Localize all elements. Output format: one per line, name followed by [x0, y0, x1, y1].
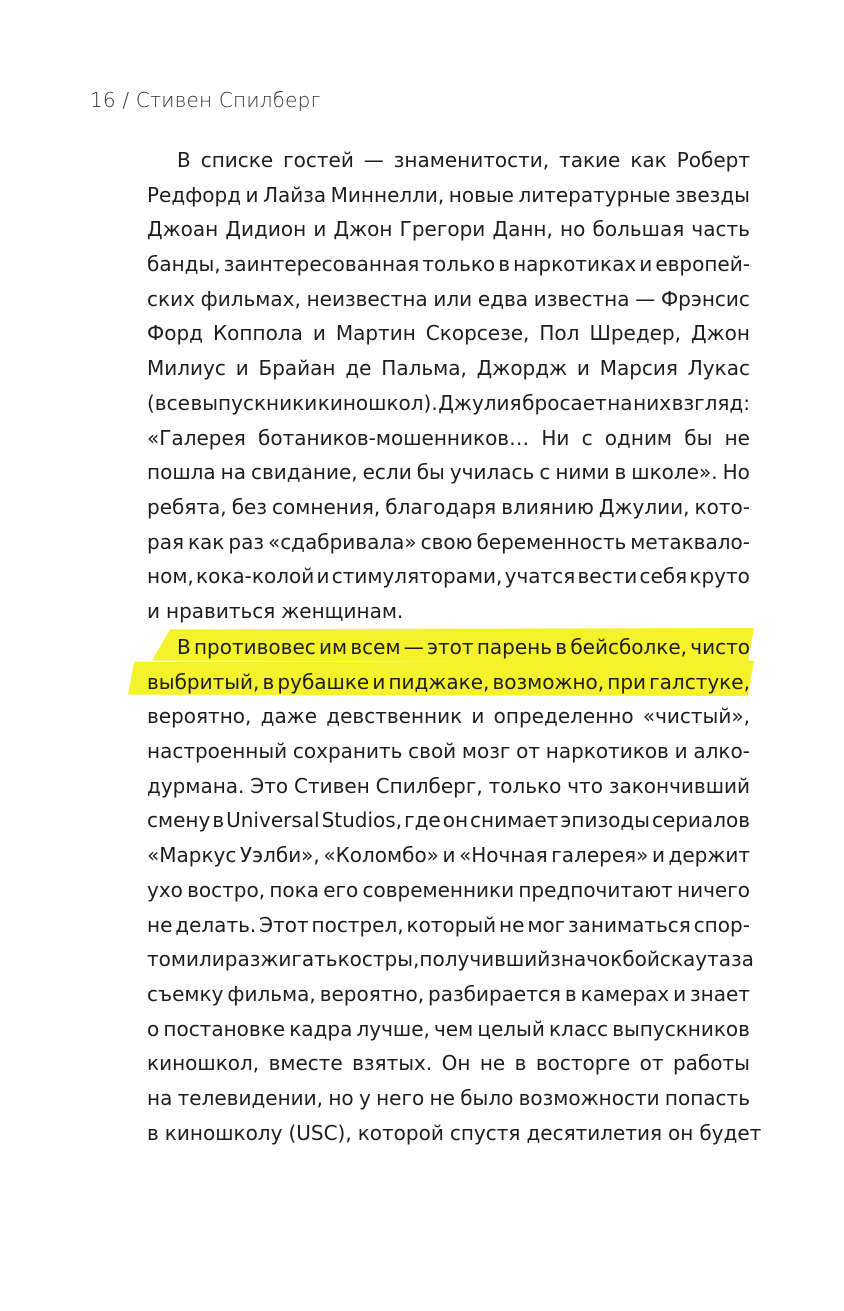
word: беременность — [476, 529, 627, 554]
word: Джордж — [476, 356, 568, 381]
word: спустя — [449, 1120, 521, 1145]
text-line — [147, 525, 750, 560]
word: училась — [449, 460, 535, 485]
word: пострел, — [311, 912, 404, 937]
running-header: 16 / Стивен Спилберг — [90, 88, 321, 112]
text-line — [147, 1046, 750, 1081]
word: него — [376, 1085, 425, 1110]
word: не — [429, 1085, 455, 1110]
text-line — [147, 421, 750, 456]
word: но — [328, 1085, 354, 1110]
word: современники — [362, 877, 515, 902]
word: свою — [420, 529, 473, 554]
word: вести — [577, 564, 638, 589]
word: настроенный — [147, 739, 288, 764]
word: стимуляторами, — [331, 564, 503, 589]
word: литературные — [518, 182, 671, 207]
word: разбирается — [428, 981, 561, 1006]
word: том — [147, 947, 186, 972]
word: с — [581, 425, 593, 450]
word: от — [516, 739, 541, 764]
word: и — [372, 669, 386, 694]
word: Джон — [333, 217, 393, 242]
word: галерея» — [551, 843, 649, 868]
word: он — [668, 1120, 694, 1145]
word: часть — [691, 217, 750, 242]
word: в — [514, 1051, 527, 1076]
word: ухо — [147, 877, 183, 902]
word: Марсия — [599, 356, 678, 381]
word: пиджаке, — [388, 669, 490, 694]
word: киношколу — [164, 1120, 283, 1145]
word: восторге — [535, 1051, 631, 1076]
word: смену — [147, 808, 211, 833]
word: рая — [147, 529, 184, 554]
word: ном, — [147, 564, 194, 589]
word: В — [177, 148, 191, 172]
word: киношкол, — [147, 1051, 260, 1076]
word: парень — [476, 635, 553, 659]
word: только — [488, 773, 562, 798]
word: спор- — [693, 912, 750, 937]
word: Редфорд — [147, 182, 242, 207]
word: закончивший — [608, 773, 750, 798]
text-line — [147, 594, 750, 629]
word: всем — [350, 635, 401, 659]
word: лучше, — [356, 1016, 430, 1041]
word: Спилберг, — [375, 773, 483, 798]
word: киношкол). — [317, 390, 438, 415]
word: де — [345, 356, 372, 381]
word: как — [187, 529, 225, 554]
word: за — [731, 947, 754, 972]
word: попасть — [664, 1085, 750, 1110]
text-line — [147, 178, 750, 213]
word: наркотиков — [545, 739, 669, 764]
word: или — [433, 286, 473, 311]
word: заинтересованная — [223, 252, 420, 277]
word: в — [555, 635, 568, 659]
word: Фрэнсис — [660, 286, 750, 311]
word: Джулия — [438, 390, 522, 415]
word: на — [147, 1085, 173, 1110]
word: Данн, — [492, 217, 553, 242]
text-line — [147, 908, 750, 943]
word: или — [185, 947, 225, 972]
word: он — [442, 808, 469, 833]
word: на — [607, 390, 633, 415]
word: выбритый, — [147, 669, 260, 694]
word: Роберт — [676, 148, 750, 172]
word: Universal — [226, 808, 320, 833]
word: заниматься — [568, 912, 691, 937]
word: определенно — [493, 704, 634, 729]
word: Скорсезе, — [425, 321, 530, 346]
text-line — [147, 977, 750, 1012]
paragraph-2 — [147, 630, 762, 1150]
word: востро, — [187, 877, 266, 902]
word: Мартин — [335, 321, 416, 346]
word: ними — [555, 460, 610, 485]
word: и — [673, 981, 687, 1006]
word: и — [674, 739, 688, 764]
word: камерах — [580, 981, 670, 1006]
word: взятых. — [352, 1051, 433, 1076]
word: едва — [477, 286, 529, 311]
word: банды, — [147, 252, 221, 277]
word: взгляд: — [671, 390, 750, 415]
word: Брайан — [258, 356, 336, 381]
text-line — [147, 316, 750, 351]
word: — — [363, 148, 384, 172]
text-line — [147, 1012, 750, 1047]
word: Лукас — [687, 356, 750, 381]
word: Джулии, — [598, 494, 690, 519]
word: знаменитости, — [393, 148, 550, 172]
word: (все — [147, 390, 190, 415]
text-line — [147, 699, 750, 734]
word: В — [177, 635, 191, 659]
word: выпускники — [190, 390, 318, 415]
word: и — [316, 564, 330, 589]
word: сохранить — [292, 739, 403, 764]
word: Дидион — [225, 217, 307, 242]
text-line — [147, 1116, 762, 1151]
text-line — [147, 559, 750, 594]
word: и — [576, 356, 590, 381]
word: и — [442, 843, 456, 868]
word: круто — [689, 564, 750, 589]
word: и — [312, 321, 326, 346]
word: метаквало- — [630, 529, 750, 554]
word: только — [422, 252, 496, 277]
word: «Маркус — [147, 843, 237, 868]
word: ских — [147, 286, 195, 311]
word: не — [479, 1051, 506, 1076]
word: Стивен — [294, 773, 370, 798]
word: вероятно, — [147, 704, 252, 729]
word: даже — [260, 704, 318, 729]
word: держит — [668, 843, 750, 868]
word: где — [404, 808, 441, 833]
text-line — [147, 490, 750, 525]
word: Пальма, — [381, 356, 467, 381]
text-line — [147, 873, 750, 908]
word: «сдабривала» — [267, 529, 417, 554]
word: галстуке, — [649, 669, 750, 694]
word: — — [635, 286, 656, 311]
word: костры, — [337, 947, 420, 972]
word: и — [235, 356, 249, 381]
word: который — [406, 912, 497, 937]
text-line — [147, 212, 750, 247]
text-line — [147, 351, 750, 386]
word: сериалов — [651, 808, 750, 833]
word: в — [498, 252, 511, 277]
word: бы — [416, 460, 445, 485]
text-line — [147, 734, 750, 769]
word: бросает — [522, 390, 607, 415]
word: чем — [433, 1016, 474, 1041]
word: возможно, — [492, 669, 605, 694]
word: значок — [550, 947, 623, 972]
word: в — [262, 669, 275, 694]
word: Но — [722, 460, 750, 485]
word: целый — [477, 1016, 545, 1041]
word: женщинам. — [281, 598, 404, 623]
text-line — [147, 803, 750, 838]
word: эпизоды — [560, 808, 650, 833]
word: Лайза — [263, 182, 327, 207]
word: противовес — [193, 635, 316, 659]
word: пошла — [147, 460, 216, 485]
word: Уэлби», — [239, 843, 320, 868]
word: Пол — [539, 321, 580, 346]
word: Милиус — [147, 356, 226, 381]
word: разжигать — [224, 947, 338, 972]
word: учатся — [504, 564, 576, 589]
word: раз — [228, 529, 264, 554]
word: и — [651, 843, 665, 868]
word: кадра — [289, 1016, 353, 1041]
word: не — [499, 912, 525, 937]
word: с — [539, 460, 551, 485]
word: Грегори — [399, 217, 486, 242]
word: не — [147, 912, 173, 937]
word: себя — [639, 564, 688, 589]
word: списке — [200, 148, 274, 172]
word: получивший — [419, 947, 551, 972]
word: бейсболке, — [570, 635, 688, 659]
word: Studios, — [321, 808, 403, 833]
word: от — [639, 1051, 664, 1076]
word: них — [633, 390, 672, 415]
word: делать. — [175, 912, 257, 937]
word: его — [323, 877, 359, 902]
word: свой — [408, 739, 457, 764]
text-line — [147, 1081, 750, 1116]
word: бы — [684, 425, 713, 450]
word: Джон — [691, 321, 750, 346]
word: Шредер, — [589, 321, 682, 346]
word: этот — [427, 635, 474, 659]
word: алко- — [693, 739, 750, 764]
word: если — [362, 460, 412, 485]
word: сомнения, — [272, 494, 381, 519]
word: возможности — [518, 1085, 660, 1110]
text-line — [147, 665, 750, 700]
word: будет — [699, 1120, 762, 1145]
word: в — [212, 808, 225, 833]
word: известна — [533, 286, 630, 311]
word: снимает — [470, 808, 559, 833]
word: и — [313, 217, 327, 242]
word: мог — [527, 912, 566, 937]
text-line — [147, 282, 750, 317]
text-line — [147, 942, 754, 977]
word: Ни — [541, 425, 570, 450]
word: фильма, — [227, 981, 316, 1006]
word: класс — [548, 1016, 609, 1041]
text-line — [147, 630, 750, 665]
word: вероятно, — [319, 981, 425, 1006]
text-line — [147, 143, 750, 178]
word: фильмах, — [200, 286, 301, 311]
word: мозг — [461, 739, 511, 764]
word: гостей — [283, 148, 354, 172]
word: в — [147, 1120, 159, 1145]
word: одним — [604, 425, 673, 450]
word: предпочитают — [518, 877, 673, 902]
word: рубашке — [277, 669, 370, 694]
word: съемку — [147, 981, 224, 1006]
word: пока — [269, 877, 319, 902]
word: работы — [672, 1051, 750, 1076]
word: на — [220, 460, 246, 485]
word: девственник — [326, 704, 463, 729]
word: нравиться — [166, 598, 276, 623]
word: без — [231, 494, 267, 519]
word: в — [614, 460, 627, 485]
word: ничего — [677, 877, 750, 902]
word: было — [460, 1085, 514, 1110]
word: такие — [559, 148, 621, 172]
word: дурмана. — [147, 773, 245, 798]
word: кото- — [694, 494, 750, 519]
text-line — [147, 455, 750, 490]
word: не — [724, 425, 750, 450]
text-line — [147, 386, 750, 421]
word: постановке — [163, 1016, 286, 1041]
word: ребята, — [147, 494, 227, 519]
word: десятилетия — [526, 1120, 663, 1145]
word: в — [564, 981, 577, 1006]
word: выпускников — [612, 1016, 750, 1041]
word: европей- — [655, 252, 750, 277]
word: наркотиках — [513, 252, 637, 277]
word: им — [319, 635, 348, 659]
word: большая — [592, 217, 685, 242]
word: (USC), — [288, 1120, 352, 1145]
word: бойскаута — [622, 947, 731, 972]
word: которой — [357, 1120, 444, 1145]
word: «Ночная — [459, 843, 548, 868]
word: и — [639, 252, 653, 277]
word: Миннелли, — [330, 182, 445, 207]
text-line — [147, 769, 750, 804]
word: новые — [448, 182, 514, 207]
word: и — [245, 182, 259, 207]
word: Коппола — [212, 321, 303, 346]
word: — — [403, 635, 424, 659]
word: знает — [690, 981, 750, 1006]
word: неизвестна — [306, 286, 428, 311]
word: «Коломбо» — [323, 843, 439, 868]
word: чисто — [690, 635, 750, 659]
word: Этот — [259, 912, 309, 937]
word: звезды — [674, 182, 750, 207]
paragraph-1 — [147, 143, 750, 629]
word: «чистый», — [642, 704, 750, 729]
word: влиянию — [501, 494, 594, 519]
word: что — [567, 773, 603, 798]
word: но — [560, 217, 586, 242]
word: как — [630, 148, 667, 172]
word: и — [147, 598, 160, 623]
text-line — [147, 838, 750, 873]
word: свидание, — [251, 460, 358, 485]
word: вместе — [268, 1051, 343, 1076]
word: Он — [441, 1051, 471, 1076]
word: «Галерея — [147, 425, 246, 450]
word: Джоан — [147, 217, 219, 242]
word: при — [607, 669, 647, 694]
word: школе». — [631, 460, 718, 485]
word: благодаря — [385, 494, 497, 519]
word: кока-колой — [196, 564, 315, 589]
word: у — [358, 1085, 371, 1110]
text-line — [147, 247, 750, 282]
word: ботаников-мошенников… — [258, 425, 530, 450]
word: Форд — [147, 321, 203, 346]
word: телевидении, — [177, 1085, 324, 1110]
word: Это — [250, 773, 289, 798]
word: о — [147, 1016, 160, 1041]
word: и — [471, 704, 485, 729]
